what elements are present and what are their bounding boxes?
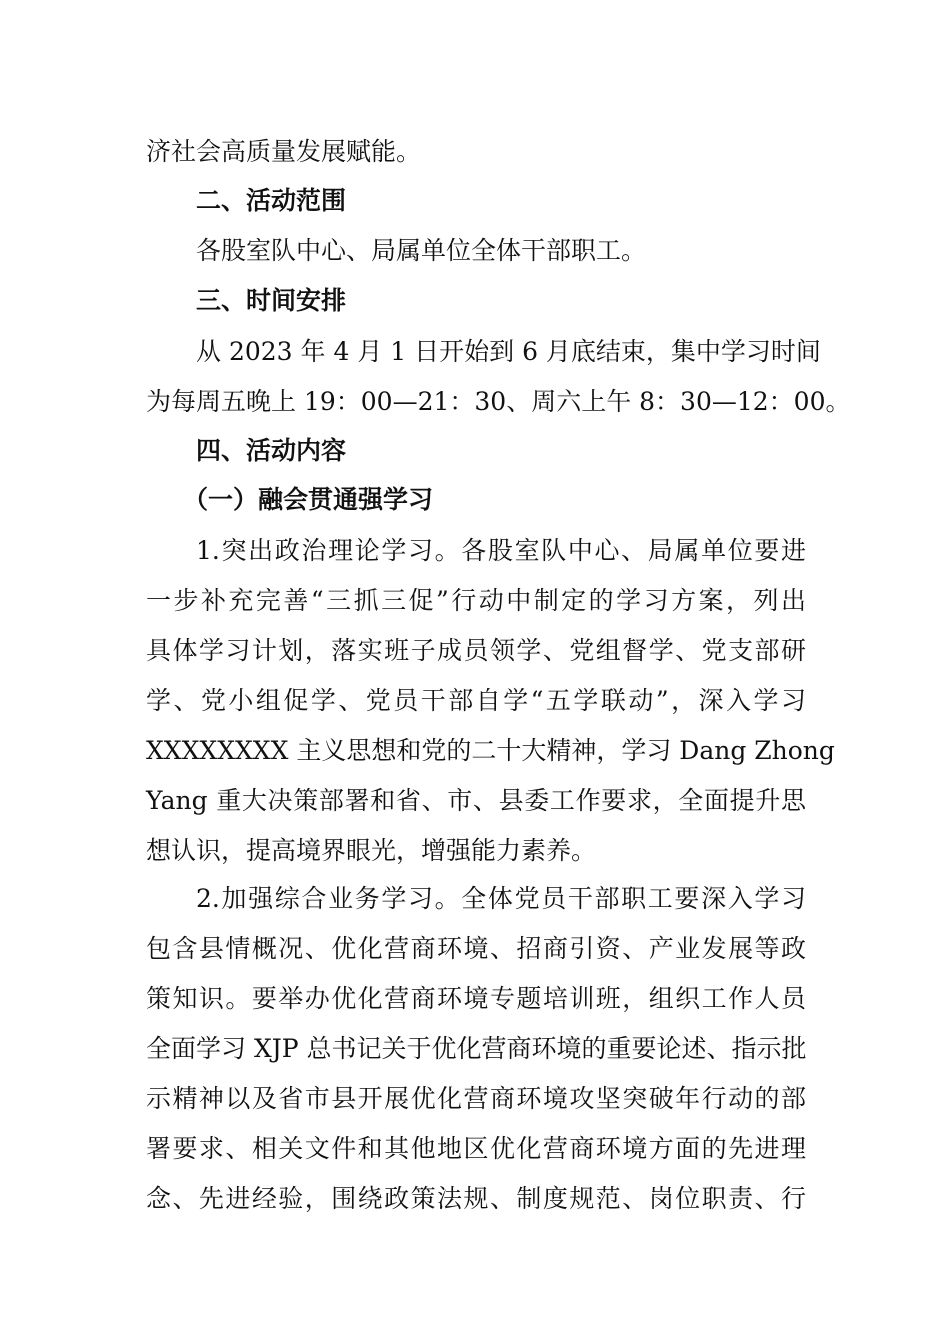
paragraph-line: 1.突出政治理论学习。各股室队中心、局属单位要进	[196, 536, 806, 565]
paragraph-line: 具体学习计划，落实班子成员领学、党组督学、党支部研	[146, 636, 806, 665]
paragraph-line: 全面学习 XJP 总书记关于优化营商环境的重要论述、指示批	[146, 1034, 807, 1063]
paragraph-line: 想认识，提高境界眼光，增强能力素养。	[146, 836, 597, 865]
paragraph-line: XXXXXXXX 主义思想和党的二十大精神，学习 Dang Zhong	[146, 736, 835, 765]
section-heading-content: 四、活动内容	[196, 436, 347, 465]
paragraph-line: 包含县情概况、优化营商环境、招商引资、产业发展等政	[146, 934, 806, 963]
paragraph-line: 示精神以及省市县开展优化营商环境攻坚突破年行动的部	[146, 1084, 806, 1113]
paragraph-line: 济社会高质量发展赋能。	[146, 137, 422, 166]
paragraph-line: 念、先进经验，围绕政策法规、制度规范、岗位职责、行	[146, 1184, 806, 1213]
paragraph-line: 学、党小组促学、党员干部自学“五学联动”，深入学习	[146, 686, 806, 715]
paragraph-line: 各股室队中心、局属单位全体干部职工。	[196, 236, 647, 265]
paragraph-line: 为每周五晚上 19：00—21：30、周六上午 8：30—12：00。	[146, 387, 851, 416]
paragraph-line: 一步补充完善“三抓三促”行动中制定的学习方案，列出	[146, 586, 806, 615]
paragraph-line: 署要求、相关文件和其他地区优化营商环境方面的先进理	[146, 1134, 806, 1163]
section-heading-scope: 二、活动范围	[196, 186, 347, 215]
paragraph-line: Yang 重大决策部署和省、市、县委工作要求，全面提升思	[146, 786, 806, 815]
paragraph-line: 2.加强综合业务学习。全体党员干部职工要深入学习	[196, 884, 806, 913]
paragraph-line: 策知识。要举办优化营商环境专题培训班，组织工作人员	[146, 984, 806, 1013]
section-heading-schedule: 三、时间安排	[196, 286, 347, 315]
paragraph-line: 从 2023 年 4 月 1 日开始到 6 月底结束，集中学习时间	[196, 337, 821, 366]
subsection-heading: （一）融会贯通强学习	[183, 485, 434, 514]
